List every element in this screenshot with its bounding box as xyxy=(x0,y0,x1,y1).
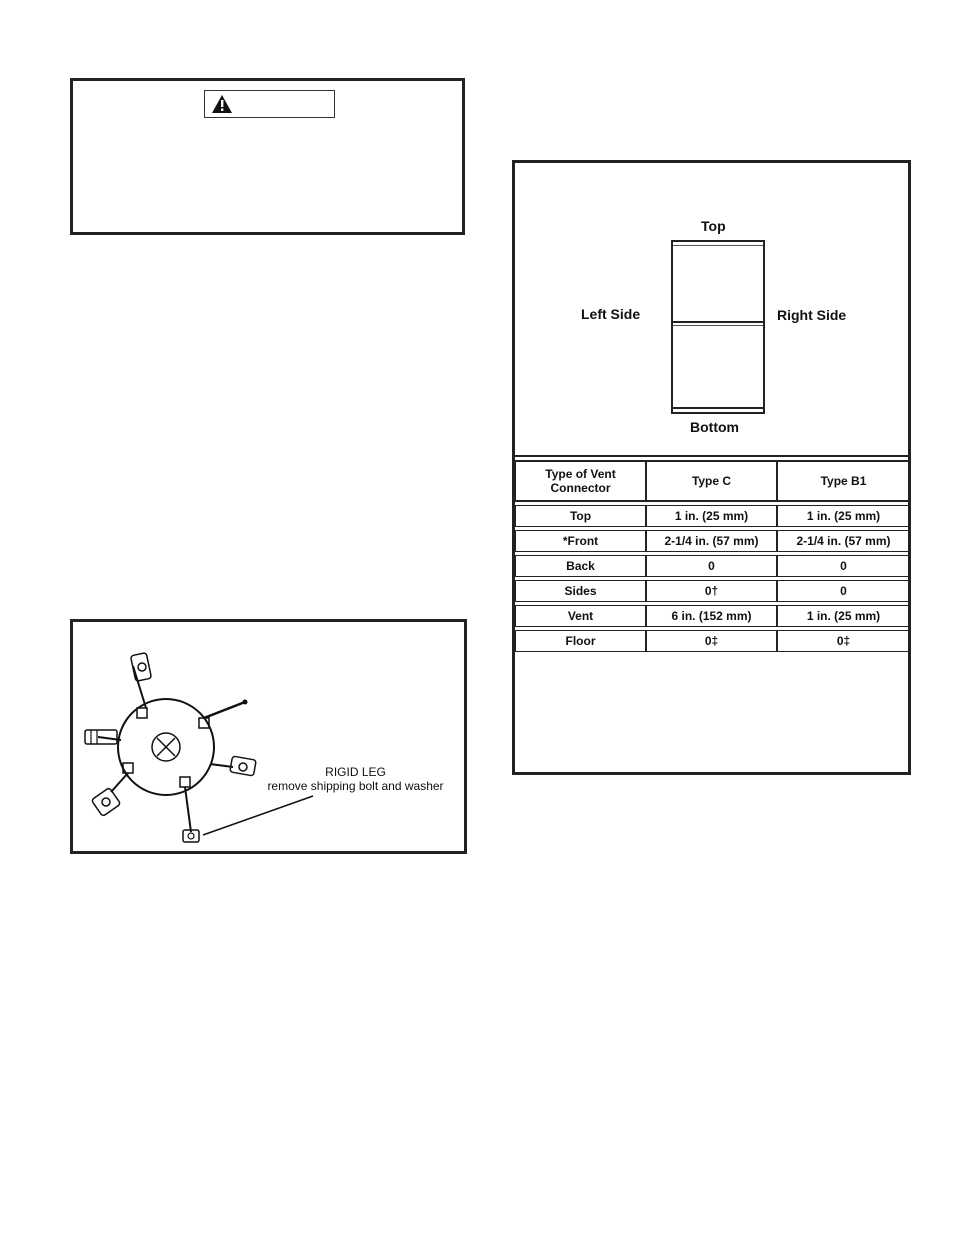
table-cell: 1 in. (25 mm) xyxy=(777,605,910,627)
table-cell: *Front xyxy=(515,530,646,552)
table-cell: 0 xyxy=(777,580,910,602)
table-cell: 2-1/4 in. (57 mm) xyxy=(646,530,777,552)
clearance-table xyxy=(515,457,910,655)
diagram-left-label: Left Side xyxy=(581,306,641,322)
table-cell: 0† xyxy=(646,580,777,602)
table-row xyxy=(515,555,910,577)
motor-mount-figure xyxy=(70,619,467,854)
furnace-cabinet-diagram xyxy=(671,240,765,414)
table-header-cell: Type B1 xyxy=(777,460,910,502)
table-header-cell: Type of Vent Connector xyxy=(515,460,646,502)
table-row xyxy=(515,530,910,552)
table-header-cell: Type C xyxy=(646,460,777,502)
table-cell: 6 in. (152 mm) xyxy=(646,605,777,627)
diagram-top-label: Top xyxy=(701,218,726,234)
table-cell: Back xyxy=(515,555,646,577)
table-row xyxy=(515,505,910,527)
clearance-figure xyxy=(512,160,911,775)
table-cell: Top xyxy=(515,505,646,527)
table-cell: 0 xyxy=(646,555,777,577)
diagram-right-label: Right Side xyxy=(777,307,847,323)
table-cell: 0‡ xyxy=(777,630,910,652)
table-row xyxy=(515,580,910,602)
rigid-leg-label xyxy=(258,765,453,793)
rigid-leg-instruction: remove shipping bolt and washer xyxy=(267,779,444,793)
table-cell: 0 xyxy=(777,555,910,577)
table-cell: 1 in. (25 mm) xyxy=(646,505,777,527)
table-cell: Sides xyxy=(515,580,646,602)
table-cell: Vent xyxy=(515,605,646,627)
diagram-bottom-label: Bottom xyxy=(690,419,739,435)
rigid-leg-title: RIGID LEG xyxy=(325,765,386,779)
table-cell: 2-1/4 in. (57 mm) xyxy=(777,530,910,552)
table-cell: 0‡ xyxy=(646,630,777,652)
warning-header xyxy=(204,90,335,118)
motor-mount-drawing xyxy=(73,622,464,851)
table-cell: Floor xyxy=(515,630,646,652)
warning-box xyxy=(70,78,465,235)
table-header-row xyxy=(515,460,910,502)
table-row xyxy=(515,630,910,652)
warning-triangle-icon xyxy=(211,94,233,114)
table-row xyxy=(515,605,910,627)
table-cell: 1 in. (25 mm) xyxy=(777,505,910,527)
